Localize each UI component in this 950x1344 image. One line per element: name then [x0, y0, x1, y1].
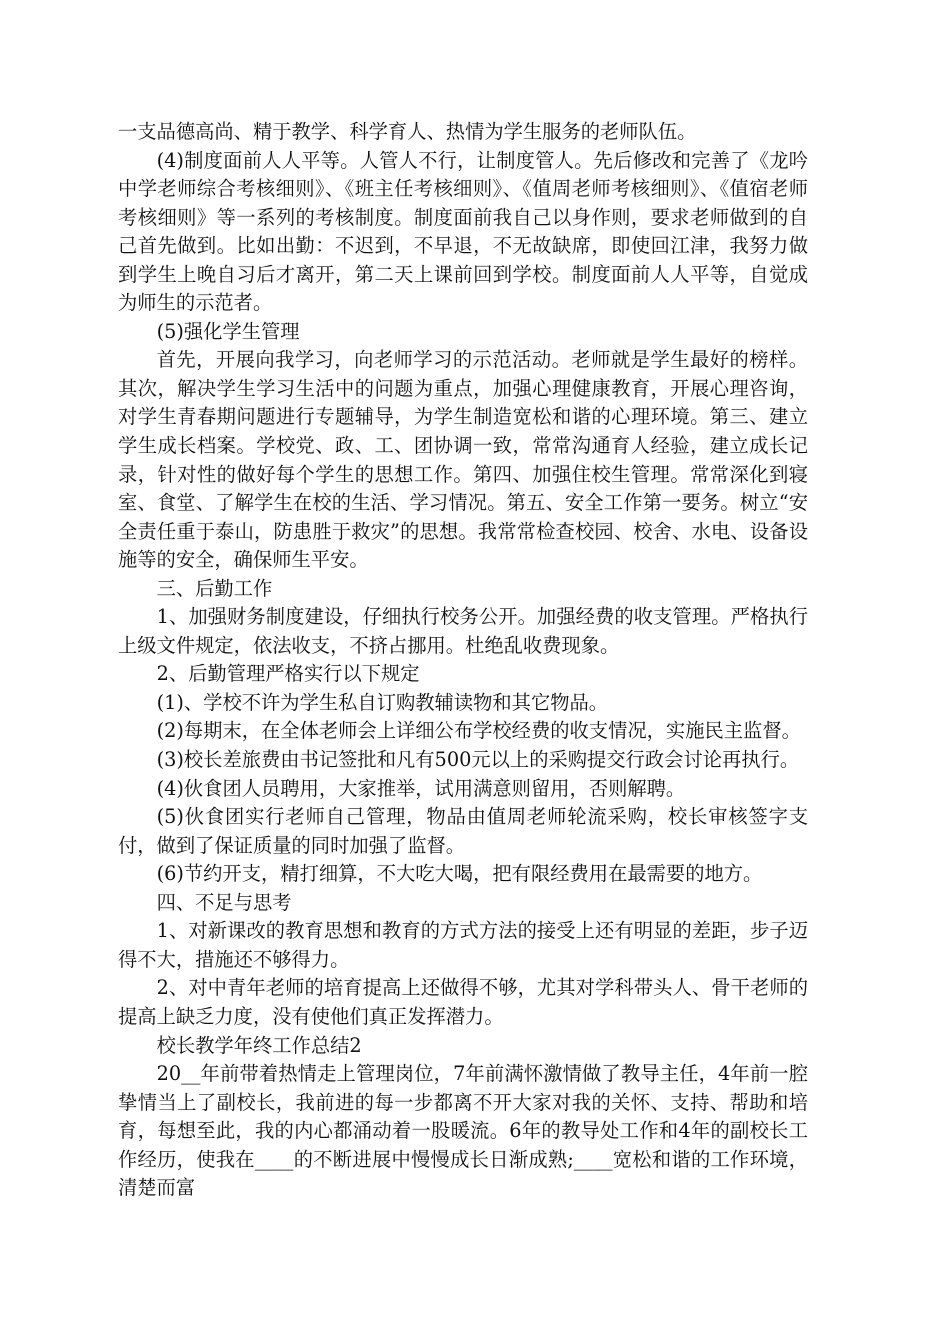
paragraph: 一支品德高尚、精于教学、科学育人、热情为学生服务的老师队伍。	[118, 120, 697, 143]
paragraph: (4)制度面前人人平等。人管人不行，让制度管人。先后修改和完善了《龙吟中学老师综合考核细则》、《班主任考核细则》、《值周老师考核细则》、《值宿老师考核细则》等一系列的考核制度。制度面前我自己以身作则，要求老师做到的自己首先做到。比如出勤：不迟到，不早退，不无故缺席，即使回江津，我努力做到学生上晚自习后才离开，第二天上课前回到学校。制度面前人人平等，自觉成为师生的示范者。	[118, 148, 808, 315]
paragraph: 2、后勤管理严格实行以下规定	[156, 662, 420, 686]
section-heading: (5)强化学生管理	[156, 319, 300, 343]
section-heading: 三、后勤工作	[156, 576, 273, 600]
list-item: (2)每期末，在全体老师会上详细公布学校经费的收支情况，实施民主监督。	[156, 719, 801, 743]
document-page	[118, 118, 808, 1203]
list-item: (3)校长差旅费由书记签批和凡有500元以上的采购提交行政会讨论再执行。	[156, 748, 800, 772]
paragraph: 1、加强财务制度建设，仔细执行校务公开。加强经费的收支管理。严格执行上级文件规定，依法收支，不挤占挪用。杜绝乱收费现象。	[118, 605, 808, 657]
paragraph: 20__年前带着热情走上管理岗位，7年前满怀激情做了教导主任，4年前一腔挚情当上了副校长，我前进的每一步都离不开大家对我的关怀、支持、帮助和培育，每想至此，我的内心都涌动着一股暖流。6年的教导处工作和4年的副校长工作经历，使我在____的不断进展中慢慢成长日渐成熟;____宽松和谐的工作环境，清楚而富	[118, 1062, 808, 1200]
paragraph: 2、对中青年老师的培育提高上还做得不够，尤其对学科带头人、骨干老师的提高上缺乏力度，没有使他们真正发挥潜力。	[118, 976, 808, 1028]
paragraph: 1、对新课改的教育思想和教育的方式方法的接受上还有明显的差距，步子迈得不大，措施还不够得力。	[118, 919, 808, 971]
list-item: (6)节约开支，精打细算，不大吃大喝，把有限经费用在最需要的地方。	[156, 862, 763, 886]
document-title: 校长教学年终工作总结2	[156, 1033, 362, 1057]
paragraph: 首先，开展向我学习，向老师学习的示范活动。老师就是学生最好的榜样。其次，解决学生学习生活中的问题为重点，加强心理健康教育，开展心理咨询，对学生青春期问题进行专题辅导，为学生制造宽松和谐的心理环境。第三、建立学生成长档案。学校党、政、工、团协调一致，常常沟通育人经验，建立成长记录，针对性的做好每个学生的思想工作。第四、加强住校生管理。常常深化到寝室、食堂、了解学生在校的生活、学习情况。第五、安全工作第一要务。树立“安全责任重于泰山，防患胜于救灾”的思想。我常常检查校园、校舍、水电、设备设施等的安全，确保师生平安。	[118, 348, 808, 572]
section-heading: 四、不足与思考	[156, 890, 292, 914]
list-item: (1)、学校不许为学生私自订购教辅读物和其它物品。	[156, 690, 609, 714]
list-item: (4)伙食团人员聘用，大家推举，试用满意则留用，否则解聘。	[156, 776, 686, 800]
list-item: (5)伙食团实行老师自己管理，物品由值周老师轮流采购，校长审核签字支付，做到了保证质量的同时加强了监督。	[118, 805, 808, 857]
